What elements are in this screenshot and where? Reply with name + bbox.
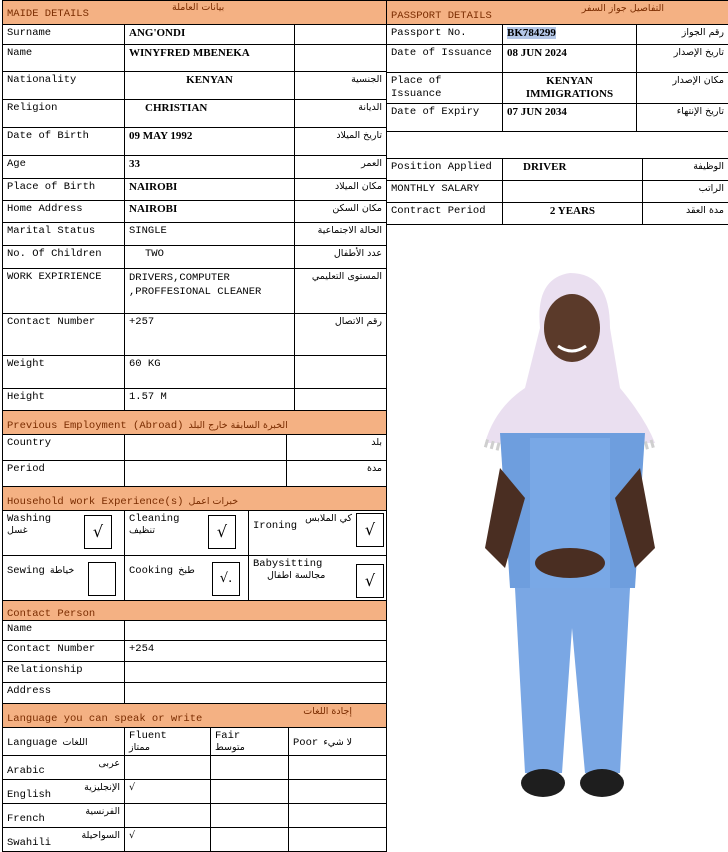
expiry-value: 07 JUN 2034 [503, 104, 637, 132]
nationality-label: Nationality [3, 72, 125, 100]
passport-header-ar: التفاصيل جواز السفر [582, 3, 724, 14]
passport-no-cell [503, 25, 637, 45]
position-value: DRIVER [503, 159, 643, 181]
prev-period-row [3, 461, 387, 487]
maid-row-address [3, 201, 387, 223]
lang-swahili-fair [211, 828, 289, 852]
nationality-ar: الجنسية [295, 72, 387, 100]
lang-swahili-poor [289, 828, 387, 852]
col-fluent-ar: ممتاز [129, 742, 206, 753]
work-experience-label: WORK EXPIRIENCE [3, 269, 125, 314]
home-address-value: NAIROBI [125, 201, 295, 223]
maid-row-pob [3, 179, 387, 201]
country-ar: بلد [287, 435, 387, 461]
sewing-checkbox[interactable] [88, 562, 116, 596]
contract-ar: مدة العقد [643, 203, 728, 225]
surname-value: ANG'ONDI [125, 25, 295, 45]
name-ar [295, 45, 387, 72]
cooking-cell [125, 556, 249, 601]
col-poor [289, 728, 387, 756]
household-row-2 [3, 556, 387, 601]
weight-value: 60 KG [125, 356, 295, 389]
sewing-cell [3, 556, 125, 601]
lang-arabic-fair [211, 756, 289, 780]
marital-ar: الحالة الاجتماعية [295, 223, 387, 246]
maid-row-dob [3, 128, 387, 156]
prev-employment-header-row [3, 411, 387, 435]
col-poor-en: Poor [293, 737, 318, 749]
work-experience-line2: ,PROFFESIONAL CLEANER [129, 285, 290, 299]
maid-details-section [2, 0, 386, 852]
religion-ar: الديانة [295, 100, 387, 128]
position-ar: الوظيفة [643, 159, 728, 181]
cleaning-cell [125, 511, 249, 556]
contact-address-row [3, 683, 387, 704]
contact-name-label: Name [3, 621, 125, 641]
children-value: TWO [125, 246, 295, 269]
cleaning-checkbox[interactable]: √ [208, 515, 236, 549]
babysitting-checkbox[interactable]: √ [356, 564, 384, 598]
age-label: Age [3, 156, 125, 179]
contact-person-number-value: +254 [125, 641, 387, 662]
lang-english-ar: الإنجليزية [84, 782, 120, 793]
ironing-ar: كي الملابس [305, 513, 352, 524]
pob-value: NAIROBI [125, 179, 295, 201]
contract-label: Contract Period [387, 203, 503, 225]
lang-row-english [3, 780, 387, 804]
household-header-row [3, 487, 387, 511]
household-header-ar: خبرات اعمل [189, 496, 239, 507]
languages-header-row [3, 704, 387, 728]
country-value [125, 435, 287, 461]
household-row-1 [3, 511, 387, 556]
lang-row-french [3, 804, 387, 828]
lang-arabic [3, 756, 125, 780]
lang-swahili-en: Swahili [7, 837, 51, 849]
passport-header-row [387, 1, 728, 25]
washing-checkbox[interactable]: √ [84, 515, 112, 549]
maid-header-row [3, 1, 387, 25]
contract-row [387, 203, 728, 225]
col-fluent-en: Fluent [129, 730, 206, 742]
contact-name-value [125, 621, 387, 641]
maid-header-en: MAIDE DETAILS [7, 8, 89, 20]
maid-row-height [3, 389, 387, 411]
washing-cell [3, 511, 125, 556]
contact-address-value [125, 683, 387, 704]
maid-header-ar: بيانات العاملة [172, 2, 224, 13]
height-label: Height [3, 389, 125, 411]
lang-arabic-ar: عربى [99, 758, 120, 769]
name-value: WINYFRED MBENEKA [125, 45, 295, 72]
dob-ar: تاريخ الميلاد [295, 128, 387, 156]
contact-person-number-label: Contact Number [3, 641, 125, 662]
lang-french-en: French [7, 813, 45, 825]
lang-english [3, 780, 125, 804]
maid-row-nationality [3, 72, 387, 100]
salary-row [387, 181, 728, 203]
passport-no-label: Passport No. [387, 25, 503, 45]
lang-swahili-fluent: √ [125, 828, 211, 852]
lang-english-en: English [7, 789, 51, 801]
surname-label: Surname [3, 25, 125, 45]
prev-country-row [3, 435, 387, 461]
work-experience-line1: DRIVERS,COMPUTER [129, 271, 290, 285]
lang-french-ar: الفرنسية [85, 806, 120, 817]
position-row [387, 159, 728, 181]
expiry-label: Date of Expiry [387, 104, 503, 132]
contact-number-row [3, 641, 387, 662]
languages-header-en: Language you can speak or write [7, 713, 202, 725]
children-ar: عدد الأطفال [295, 246, 387, 269]
cooking-label: Cooking [129, 565, 173, 577]
height-ar [295, 389, 387, 411]
cooking-ar: طبخ [178, 565, 195, 576]
ironing-cell [249, 511, 387, 556]
lang-english-fair [211, 780, 289, 804]
languages-col-row [3, 728, 387, 756]
prev-employment-header-en: Previous Employment (Abroad) [7, 420, 183, 432]
lang-english-fluent: √ [125, 780, 211, 804]
lang-english-poor [289, 780, 387, 804]
salary-value [503, 181, 643, 203]
maid-row-religion [3, 100, 387, 128]
col-language-ar: اللغات [63, 737, 88, 748]
contact-number-label: Contact Number [3, 314, 125, 356]
col-language [3, 728, 125, 756]
age-value: 33 [125, 156, 295, 179]
period-label: Period [3, 461, 125, 487]
sewing-label: Sewing [7, 565, 45, 577]
lang-row-arabic [3, 756, 387, 780]
pob-ar: مكان الميلاد [295, 179, 387, 201]
lang-french-fluent [125, 804, 211, 828]
lang-swahili [3, 828, 125, 852]
country-label: Country [3, 435, 125, 461]
washing-label: Washing [7, 513, 120, 525]
passport-header-en: PASSPORT DETAILS [391, 10, 492, 22]
weight-label: Weight [3, 356, 125, 389]
relationship-value [125, 662, 387, 683]
age-ar: العمر [295, 156, 387, 179]
contact-person-table [2, 600, 387, 704]
lang-french-poor [289, 804, 387, 828]
col-poor-ar: لا شيء [323, 737, 352, 748]
maid-details-table [2, 0, 387, 411]
household-header-en: Household work Experience(s) [7, 496, 183, 508]
lang-french-fair [211, 804, 289, 828]
marital-label: Marital Status [3, 223, 125, 246]
contact-person-header: Contact Person [7, 608, 95, 620]
lang-swahili-ar: السواحيلة [81, 830, 120, 841]
issuance-date-label: Date of Issuance [387, 45, 503, 73]
contact-name-row [3, 621, 387, 641]
issuance-place-label: Place of Issuance [387, 73, 503, 104]
maid-row-name [3, 45, 387, 72]
prev-employment-header-ar: الخبرة السابقة خارج البلد [189, 420, 288, 431]
washing-ar: غسل [7, 525, 120, 536]
contact-person-header-row [3, 601, 387, 621]
passport-no-ar: رقم الجواز [637, 25, 728, 45]
issuance-place-row [387, 73, 728, 104]
ironing-checkbox[interactable]: √ [356, 513, 384, 547]
maid-row-work [3, 269, 387, 314]
cleaning-label: Cleaning [129, 513, 244, 525]
expiry-row [387, 104, 728, 132]
languages-table [2, 703, 387, 852]
work-experience-value [125, 269, 295, 314]
contact-address-label: Address [3, 683, 125, 704]
surname-ar [295, 25, 387, 45]
maid-row-children [3, 246, 387, 269]
lang-arabic-en: Arabic [7, 765, 45, 777]
applicant-photo [470, 268, 670, 813]
passport-table [386, 0, 728, 132]
contact-number-ar: رقم الاتصال [295, 314, 387, 356]
issuance-date-value: 08 JUN 2024 [503, 45, 637, 73]
religion-label: Religion [3, 100, 125, 128]
passport-no-value: BK784299 [507, 27, 556, 39]
babysitting-ar: مجالسة اطفال [253, 570, 382, 581]
home-address-ar: مكان السكن [295, 201, 387, 223]
cleaning-ar: تنظيف [129, 525, 244, 536]
children-label: No. Of Children [3, 246, 125, 269]
religion-value: CHRISTIAN [125, 100, 295, 128]
col-fair-en: Fair [215, 730, 284, 742]
home-address-label: Home Address [3, 201, 125, 223]
maid-row-age [3, 156, 387, 179]
babysitting-label: Babysitting [253, 558, 382, 570]
position-label: Position Applied [387, 159, 503, 181]
relationship-label: Relationship [3, 662, 125, 683]
passport-section [386, 0, 728, 225]
cooking-checkbox[interactable]: √. [212, 562, 240, 596]
previous-employment-table [2, 410, 387, 487]
period-ar: مدة [287, 461, 387, 487]
issuance-place-ar: مكان الإصدار [637, 73, 728, 104]
salary-label: MONTHLY SALARY [387, 181, 503, 203]
col-fair-ar: متوسط [215, 742, 284, 753]
lang-french [3, 804, 125, 828]
marital-value: SINGLE [125, 223, 295, 246]
maid-row-surname [3, 25, 387, 45]
sewing-ar: خياطة [50, 565, 74, 576]
lang-arabic-poor [289, 756, 387, 780]
ironing-label: Ironing [253, 520, 297, 532]
maid-row-weight [3, 356, 387, 389]
dob-value: 09 MAY 1992 [125, 128, 295, 156]
col-language-en: Language [7, 737, 57, 749]
household-table [2, 486, 387, 601]
period-value [125, 461, 287, 487]
nationality-value: KENYAN [125, 72, 295, 100]
height-value: 1.57 M [125, 389, 295, 411]
weight-ar [295, 356, 387, 389]
passport-no-row [387, 25, 728, 45]
col-fair [211, 728, 289, 756]
contact-number-value: +257 [125, 314, 295, 356]
maid-row-marital [3, 223, 387, 246]
issuance-place-value: KENYAN IMMIGRATIONS [503, 73, 637, 104]
contact-relationship-row [3, 662, 387, 683]
contract-value: 2 YEARS [503, 203, 643, 225]
expiry-ar: تاريخ الإنتهاء [637, 104, 728, 132]
pob-label: Place of Birth [3, 179, 125, 201]
work-experience-ar: المستوى التعليمي [295, 269, 387, 314]
languages-header-ar: إجادة اللغات [303, 706, 382, 717]
lang-arabic-fluent [125, 756, 211, 780]
maid-row-contact [3, 314, 387, 356]
issuance-date-ar: تاريخ الإصدار [637, 45, 728, 73]
babysitting-cell [249, 556, 387, 601]
col-fluent [125, 728, 211, 756]
salary-ar: الراتب [643, 181, 728, 203]
job-table [386, 158, 728, 225]
dob-label: Date of Birth [3, 128, 125, 156]
name-label: Name [3, 45, 125, 72]
lang-row-swahili [3, 828, 387, 852]
issuance-date-row [387, 45, 728, 73]
